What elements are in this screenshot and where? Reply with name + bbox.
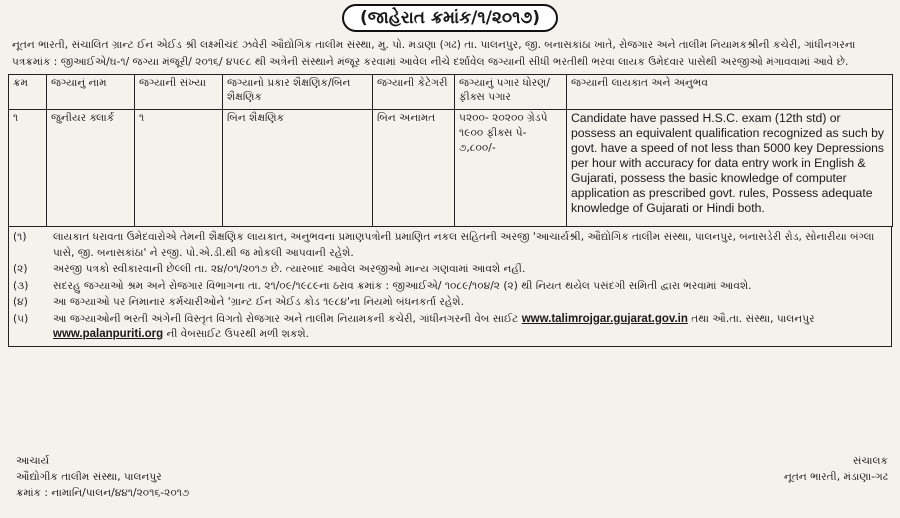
note-text-part: આ જગ્યાઓની ભરતી અંગેની વિસ્તૃત વિગતો રોજગાર અને તાલીમ નિયામકની કચેરી, ગાંધીનગરની વેબ સાઈટ [53,312,519,325]
header-count: જગ્યાની સંખ્યા [135,75,223,110]
header-post-name: જગ્યાનું નામ [47,75,135,110]
header-qualification: જગ્યાની લાયકાત અને અનુભવ [567,75,893,110]
note-text: અરજી પત્રકો સ્વીકારવાની છેલ્લી તા. ૨૪/૦૧/૨૦૧૭ છે. ત્યારબાદ આવેલ અરજીઓ માન્ય ગણવામાં આવશે નહીં. [53,263,526,275]
principal-signature [16,453,189,501]
note-number: (૪) [13,296,28,308]
manager-signature [784,453,888,485]
cell-qualification: Candidate have passed H.S.C. exam (12th std) or possess an equivalent qualification recognized as such by govt. have a speed of not less than 5000 key Depressions per hour with accuracy for data entry work in English & Gujarati, possess the basic knowledge of computer application as prescribed govt. rules, Possess adequate knowledge of Gujarati or Hindi both. [567,110,893,227]
note-text-part: ની વેબસાઈટ ઉપરથી મળી શકશે. [166,328,309,340]
organisation-name: નૂતન ભારતી, મંડાણા-ગઢ [783,471,888,483]
note-number: (૫) [13,312,29,325]
list-item [9,295,891,311]
advertisement [8,4,892,514]
cell-pay: ૫૨૦૦- ૨૦૨૦૦ ગ્રેડપે ૧૯૦૦ ફીક્સ પે- ૭,૮૦૦/- [455,110,567,227]
header-category: જગ્યાની કેટેગરી [373,75,455,110]
list-item [9,262,891,278]
vacancy-table [8,74,893,227]
note-text: આ જગ્યાઓ પર નિમાનાર કર્મચારીઓને 'ગ્રાન્ટ ઈન એઈડ કોડ ૧૯૮૪'ના નિયમો બંધનકર્તા રહેશે. [53,296,464,308]
header-sr: ક્રમ [9,75,47,110]
cell-category: બિન અનામત [373,110,455,227]
institute-name: ઔદ્યોગીક તાલીમ સંસ્થા, પાલનપુર [16,471,162,483]
cell-sr: ૧ [9,110,47,227]
note-number: (૧) [13,231,27,243]
list-item [9,230,891,261]
header-pay: જગ્યાનું પગાર ધોરણ/ફીક્સ પગાર [455,75,567,110]
cell-count: ૧ [135,110,223,227]
note-number: (૨) [13,263,28,275]
table-row [9,110,893,227]
principal-title: આચાર્ય [16,455,50,467]
reference-number: ક્રમાંક : નામાનિ/પાલન/૪૪૧/૨૦૧૬-૨૦૧૭ [16,487,190,499]
notes-list [8,227,892,347]
intro-paragraph: નૂતન ભારતી, સંચાલિત ગ્રાન્ટ ઈન એઈડ શ્રી લક્ષ્મીચંદ ઝવેરી ઔદ્યોગિક તાલીમ સંસ્થા, મુ. પો. મડાણા (ગઢ) તા. પાલનપુર, જી. બનાસકાંઠા ખાતે, રોજગાર અને તાલીમ નિયામકશ્રીની કચેરી, ગાંધીનગરના પત્રક્રમાંક : જીઆઈએ/ઘ-૧/ જગ્યા મંજૂરી/ ૨૦૧૬/ ૪૫૯૮ થી અત્રેની સંસ્થાને મંજૂર કરવામાં આવેલ નીચે દર્શાવેલ જગ્યાની સીધી ભરતીથી ભરવા લાયક ઉમેદવાર પાસેથી અરજીઓ મંગાવવામાં આવે છે. [12,39,856,68]
page-title: (જાહેરાત ક્રમાંક/૧/૨૦૧૭) [342,4,558,32]
table-header-row [9,75,893,110]
note-text: સદરહુ જગ્યાઓ શ્રમ અને રોજગાર વિભાગના તા. ૨૧/૦૯/૧૯૮૯ના ઠરાવ ક્રમાંક : જીઆઈએ/ ૧૦૮૯/૧૦૪/૨ (૨) થી નિયત થયેલ પસંદગી સમિતી દ્વારા ભરવામાં આવશે. [53,279,752,292]
cell-type: બિન શૈક્ષણિક [223,110,373,227]
header-type: જગ્યાનો પ્રકાર શૈક્ષણિક/બિન શૈક્ષણિક [223,75,373,110]
website-link-talimrojgar[interactable]: www.talimrojgar.gujarat.gov.in [521,312,688,325]
note-text [53,312,891,343]
note-text: લાયકાત ધરાવતા ઉમેદવારોએ તેમની શૈક્ષણિક લાયકાત, અનુભવના પ્રમાણપત્રોની પ્રમાણિત નકલ સહિતની અરજી 'આચાર્યશ્રી, ઔદ્યોગિક તાલીમ સંસ્થા, પાલનપુર, બનાસડેરી રોડ, સોનારીયા બંગ્લા પાસે, જી. બનાસકાંઠા' ને રજી. પો.એ.ડી.થી જ મોકલી આપવાની રહેશે. [53,231,875,259]
list-item [9,279,891,295]
note-text-part: તથા ઔ.તા. સંસ્થા, પાલનપુર [691,312,815,325]
website-link-palanpuriti[interactable]: www.palanpuriti.org [53,328,164,340]
list-item [9,312,891,343]
note-number: (૩) [13,279,29,292]
manager-title: સંચાલક [852,455,888,467]
cell-post-name: જુનીયર ક્લાર્ક [47,110,135,227]
